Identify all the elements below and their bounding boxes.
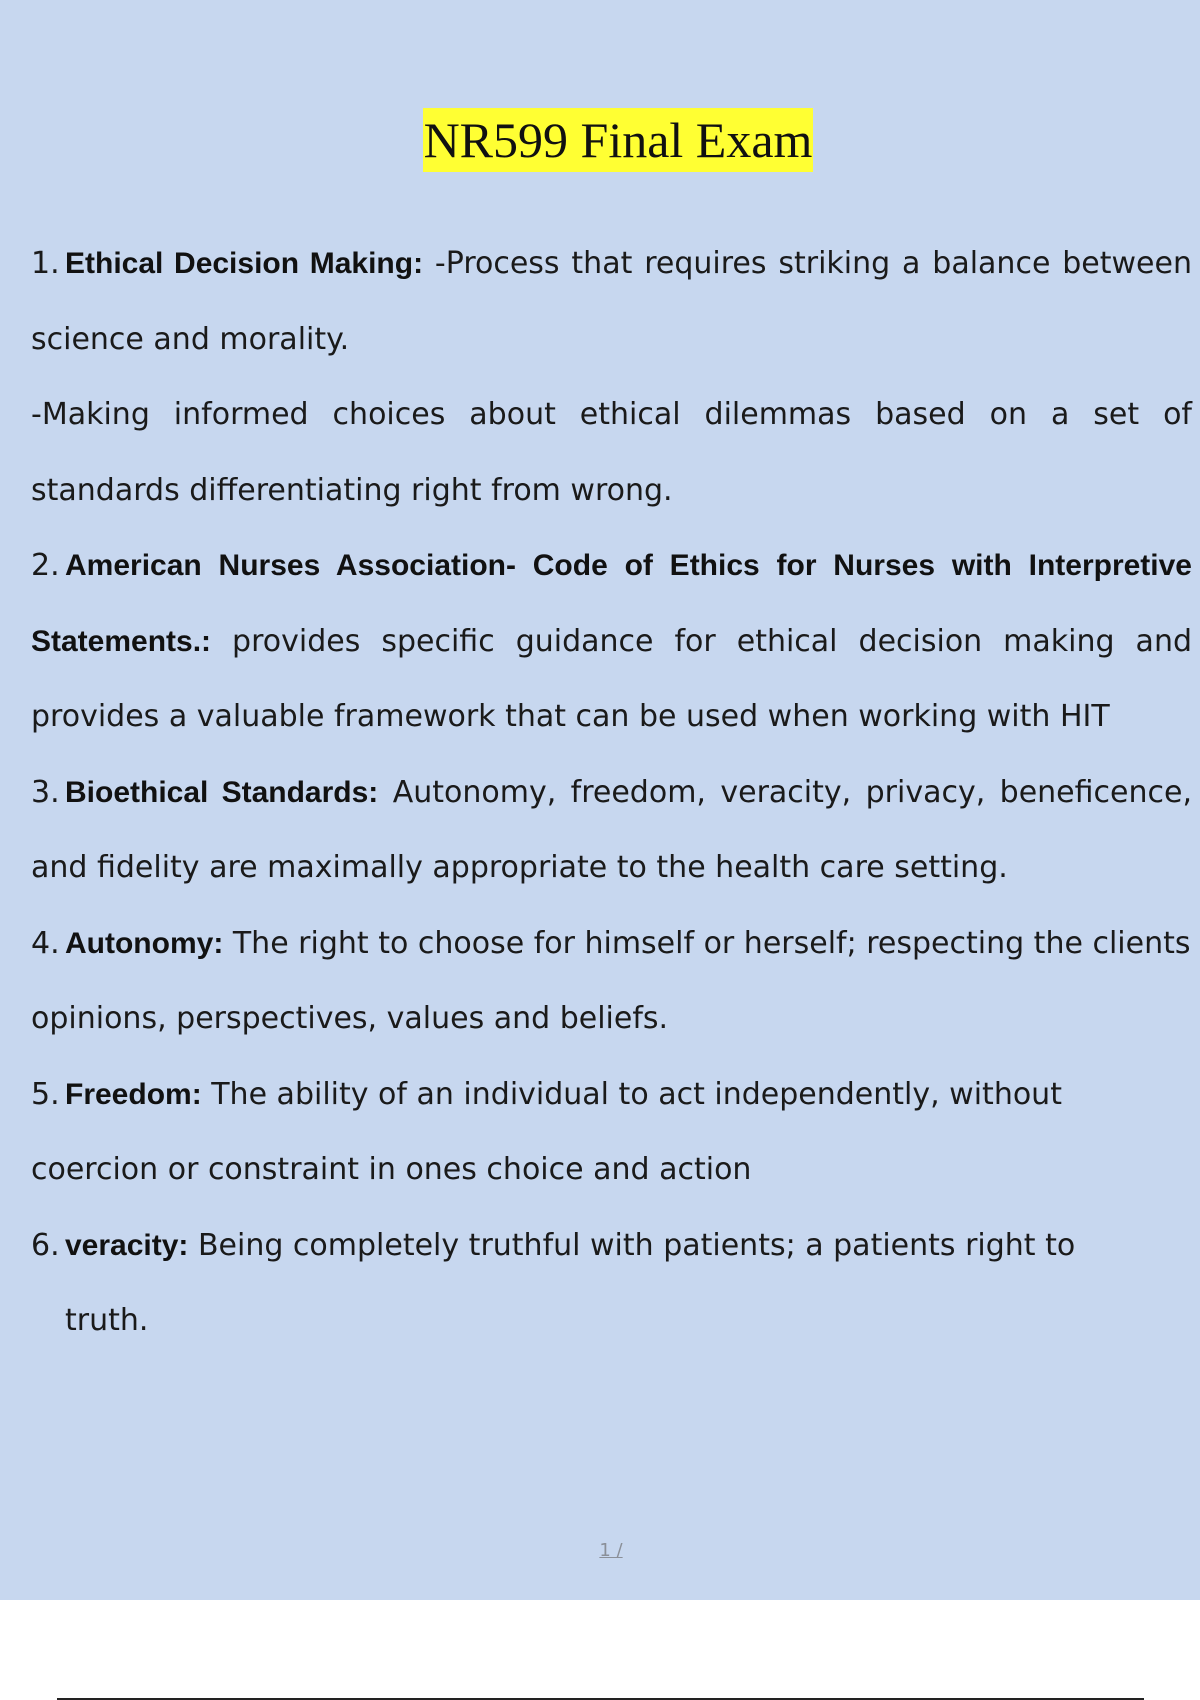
item-text: -Process that requires striking a balance between science and morality.: [31, 246, 1192, 357]
item-text: The ability of an individual to act independently, without coercion or constraint in ones choice and action: [31, 1076, 1062, 1187]
item-term: Ethical Decision Making:: [65, 247, 424, 280]
item-term: Autonomy:: [65, 926, 224, 960]
item-extra-text: -Making informed choices about ethical dilemmas based on a set of standards differentiating right from wrong.: [31, 397, 1192, 508]
item-number: 3.: [31, 774, 60, 810]
item-term: American Nurses Association- Code of Ethics for Nurses with Interpretive Statements.:: [31, 549, 1192, 658]
item-5: [31, 1057, 1192, 1208]
item-text: Being completely truthful with patients; a patients right to: [188, 1227, 1076, 1263]
item-4: [31, 906, 1192, 1057]
item-term: Bioethical Standards:: [65, 775, 379, 809]
item-6: [31, 1208, 1192, 1284]
item-1-extra: [31, 377, 1192, 528]
document-body: [31, 226, 1192, 1359]
item-3: [31, 755, 1192, 906]
item-term: Freedom:: [65, 1077, 202, 1111]
page-number: 1 /: [599, 1540, 623, 1561]
item-text: The right to choose for himself or herself; respecting the clients opinions, perspectives, values and beliefs.: [31, 925, 1191, 1036]
item-6-continuation: [31, 1283, 1192, 1359]
item-1: [31, 226, 1192, 377]
item-text: provides specific guidance for ethical decision making and provides a valuable framework that can be used when working with HIT: [31, 623, 1192, 734]
item-continuation-text: truth.: [65, 1303, 149, 1338]
item-2: [31, 528, 1192, 755]
item-number: 5.: [31, 1076, 60, 1112]
document-title: NR599 Final Exam: [423, 108, 814, 172]
item-number: 6.: [31, 1227, 60, 1263]
item-number: 4.: [31, 925, 60, 961]
item-number: 1.: [31, 246, 60, 281]
item-term: veracity:: [65, 1228, 189, 1262]
item-text: Autonomy, freedom, veracity, privacy, beneficence, and fidelity are maximally appropriate to the health care setting.: [31, 774, 1192, 885]
title-block: [0, 108, 1200, 172]
item-number: 2.: [31, 548, 60, 583]
